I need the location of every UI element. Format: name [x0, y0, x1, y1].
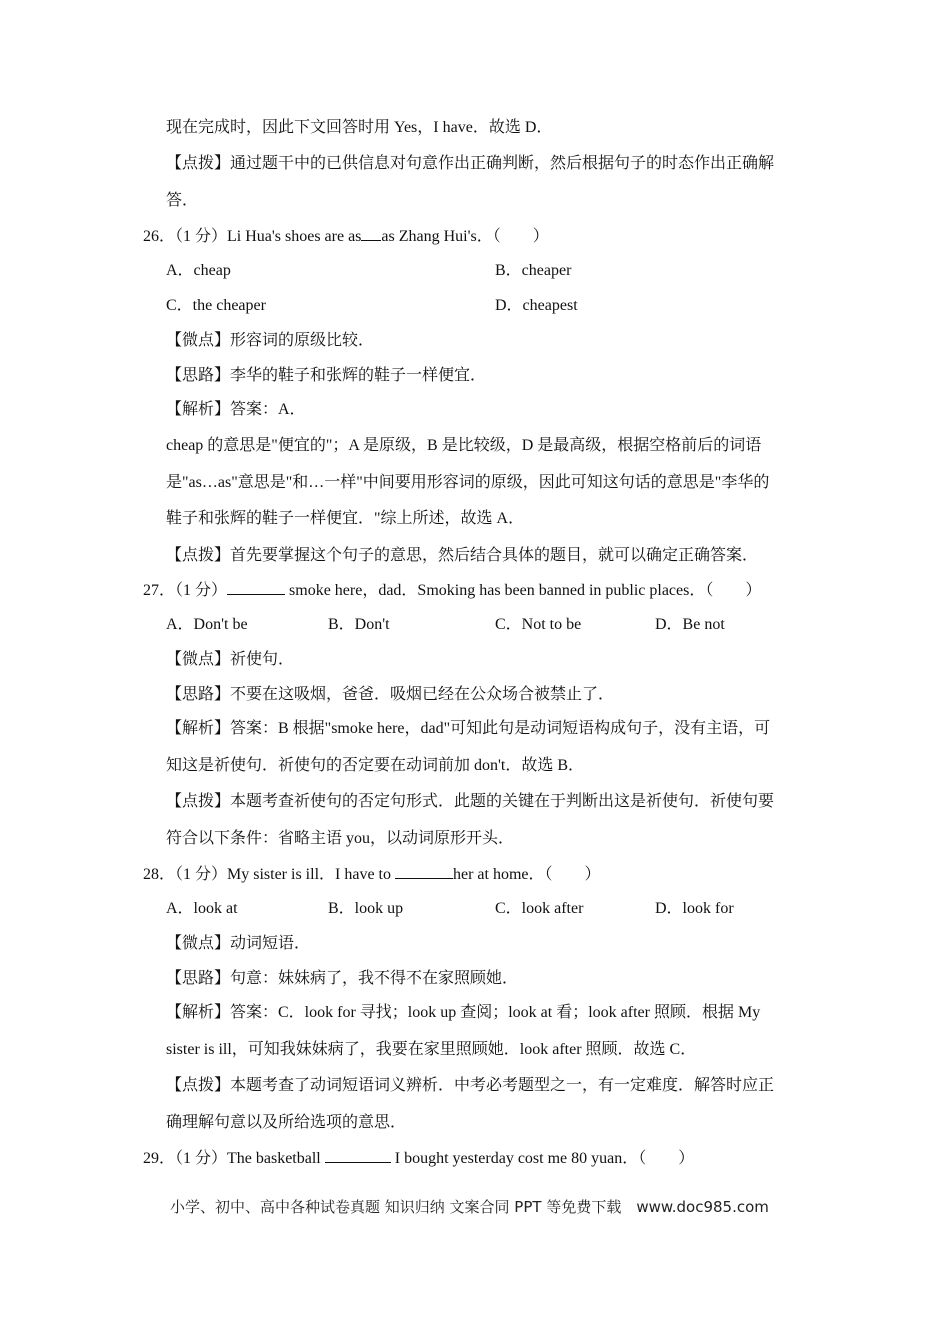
question-28-stem — [143, 864, 601, 885]
jiexi-text: 是"as…as"意思是"和…一样"中间要用形容词的原级，因此可知这句话的意思是"李华的 — [166, 474, 770, 491]
option-b: B．cheaper — [495, 262, 572, 279]
dianbo-text: 确理解句意以及所给选项的意思． — [166, 1114, 407, 1131]
answer-blank — [361, 226, 381, 241]
stem-part: I bought yesterday cost me 80 yuan．（ ） — [394, 1150, 695, 1167]
jiexi-text: 鞋子和张辉的鞋子一样便宜．"综上所述，故选 A． — [166, 510, 525, 527]
stem-part: 26．（1 分）Li Hua's shoes are as — [143, 228, 362, 245]
option-c: C．the cheaper — [166, 297, 266, 314]
option-c: C．look after — [495, 900, 584, 917]
silu: 【思路】句意：妹妹病了，我不得不在家照顾她． — [166, 970, 519, 987]
silu: 【思路】李华的鞋子和张辉的鞋子一样便宜． — [166, 367, 487, 384]
answer-blank — [325, 1148, 391, 1163]
option-c: C．Not to be — [495, 616, 582, 633]
question-29-stem — [143, 1148, 694, 1169]
jiexi: 【解析】答案：A． — [166, 401, 306, 418]
option-a: A．cheap — [166, 262, 231, 279]
stem-part: 28．（1 分）My sister is ill．I have to — [143, 866, 391, 883]
stem-part: her at home．（ ） — [453, 866, 601, 883]
weidian: 【微点】形容词的原级比较． — [166, 332, 375, 349]
stem-part: smoke here，dad．Smoking has been banned in public places．（ ） — [289, 582, 762, 599]
silu: 【思路】不要在这吸烟，爸爸．吸烟已经在公众场合被禁止了． — [166, 686, 615, 703]
jiexi-text: sister is ill，可知我妹妹病了，我要在家里照顾她．look after 照顾．故选 C． — [166, 1041, 697, 1058]
option-a: A．look at — [166, 900, 238, 917]
answer-blank — [395, 864, 453, 879]
stem-part: 29．（1 分）The basketball — [143, 1150, 321, 1167]
stem-part: 27．（1 分） — [143, 582, 228, 599]
dianbo: 【点拨】首先要掌握这个句子的意思，然后结合具体的题目，就可以确定正确答案． — [166, 547, 759, 564]
question-27-stem — [143, 580, 761, 601]
dianbo: 【点拨】本题考查祈使句的否定句形式．此题的关键在于判断出这是祈使句．祈使句要 — [166, 793, 775, 810]
option-a: A．Don't be — [166, 616, 248, 633]
jiexi: 【解析】答案：C．look for 寻找；look up 查阅；look at 看；look after 照顾．根据 My — [166, 1004, 761, 1021]
dianbo-text: 符合以下条件：省略主语 you，以动词原形开头． — [166, 830, 515, 847]
text-line: 答． — [166, 192, 199, 209]
question-26-stem — [143, 226, 549, 247]
stem-part: as Zhang Hui's．（ ） — [381, 228, 549, 245]
jiexi-text: 知这是祈使句．祈使句的否定要在动词前加 don't．故选 B． — [166, 757, 585, 774]
option-b: B．Don't — [328, 616, 390, 633]
weidian: 【微点】祈使句． — [166, 651, 295, 668]
jiexi-text: cheap 的意思是"便宜的"；A 是原级，B 是比较级，D 是最高级，根据空格前后的词语 — [166, 437, 762, 454]
dianbo: 【点拨】本题考查了动词短语词义辨析．中考必考题型之一，有一定难度．解答时应正 — [166, 1077, 775, 1094]
weidian: 【微点】动词短语． — [166, 935, 311, 952]
text-line: 【点拨】通过题干中的已供信息对句意作出正确判断，然后根据句子的时态作出正确解 — [166, 155, 775, 172]
option-d: D．look for — [655, 900, 734, 917]
text-line: 现在完成时，因此下文回答时用 Yes，I have．故选 D． — [166, 119, 553, 136]
option-d: D．Be not — [655, 616, 725, 633]
option-b: B．look up — [328, 900, 404, 917]
page-footer: 小学、初中、高中各种试卷真题 知识归纳 文案合同 PPT 等免费下载 www.doc985.com — [170, 1198, 769, 1216]
answer-blank — [227, 580, 285, 595]
option-d: D．cheapest — [495, 297, 578, 314]
jiexi: 【解析】答案：B 根据"smoke here，dad"可知此句是动词短语构成句子，没有主语，可 — [166, 720, 771, 737]
